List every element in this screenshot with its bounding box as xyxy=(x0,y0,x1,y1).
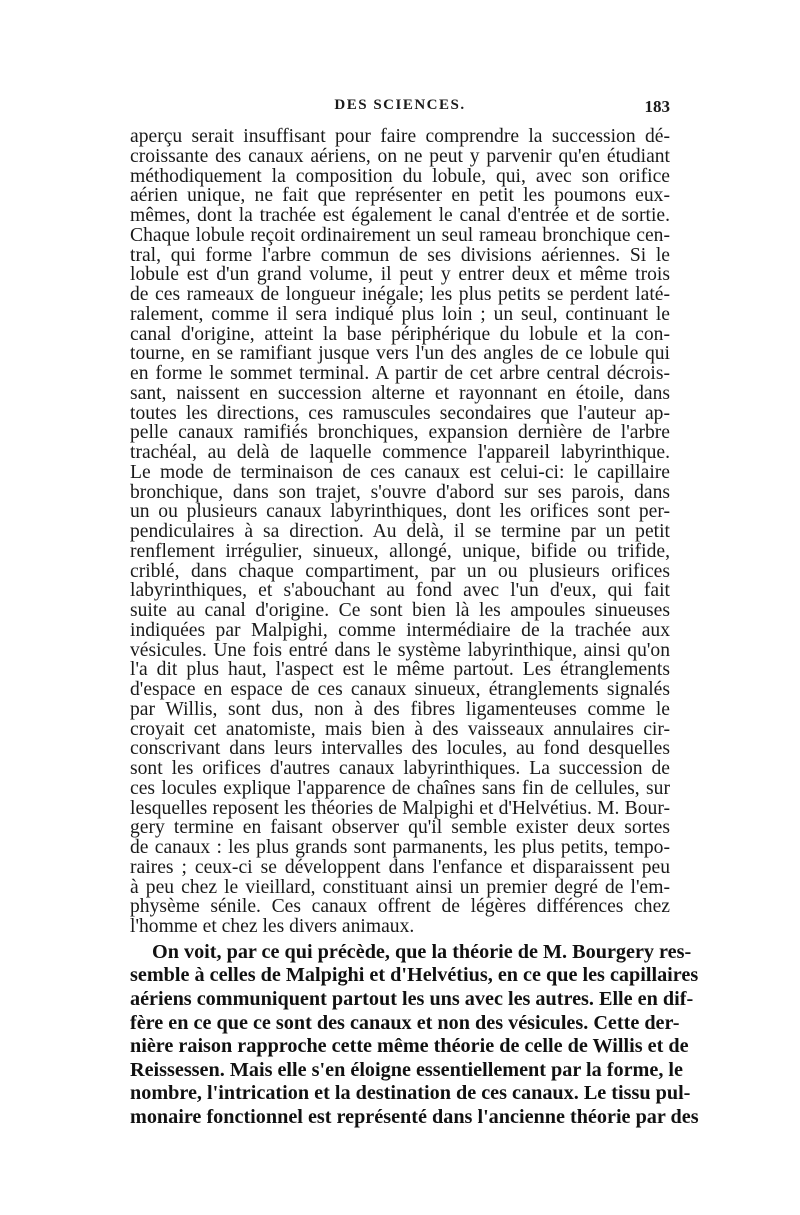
text-line: gery termine en faisant observer qu'il semble exister deux sortes xyxy=(130,817,670,839)
text-line: labyrinthiques, et s'abouchant au fond avec l'un d'eux, qui fait xyxy=(130,580,670,602)
text-line: méthodiquement la composition du lobule, qui, avec son orifice xyxy=(130,165,670,187)
text-line: bronchique, dans son trajet, s'ouvre d'abord sur ses parois, dans xyxy=(130,481,670,503)
text-line: pelle canaux ramifiés bronchiques, expansion dernière de l'arbre xyxy=(130,422,670,444)
text-line: monaire fonctionnel est représenté dans l'ancienne théorie par des xyxy=(130,1105,699,1128)
text-line: tral, qui forme l'arbre commun de ses divisions aériennes. Si le xyxy=(130,244,670,266)
text-line: aériens communiquent partout les uns avec les autres. Elle en dif- xyxy=(130,987,694,1010)
text-line: par Willis, sont dus, non à des fibres ligamenteuses comme le xyxy=(130,698,670,720)
text-line: en forme le sommet terminal. A partir de cet arbre central décrois- xyxy=(130,363,670,384)
text-line: raires ; ceux-ci se développent dans l'enfance et disparaissent peu xyxy=(130,856,670,878)
text-line: de canaux : les plus grands sont parmanents, les plus petits, tempo- xyxy=(130,837,670,858)
text-line: indiquées par Malpighi, comme intermédiaire de la trachée aux xyxy=(130,619,670,641)
text-line: lesquelles reposent les théories de Malpighi et d'Helvétius. M. Bour- xyxy=(130,797,670,819)
paragraph-2 xyxy=(130,940,699,1130)
text-line: Reissessen. Mais elle s'en éloigne essentiellement par la forme, le xyxy=(130,1058,683,1081)
text-line: sant, naissent en succession alterne et rayonnant en étoile, dans xyxy=(130,382,670,404)
text-line: ralement, comme il sera indiqué plus loin ; un seul, continuant le xyxy=(130,303,670,325)
text-line: un ou plusieurs canaux labyrinthiques, dont les orifices sont per- xyxy=(130,501,670,523)
text-line: trachéal, au delà de laquelle commence l'appareil labyrinthique. xyxy=(130,442,670,463)
text-line: nière raison rapproche cette même théorie de celle de Willis et de xyxy=(130,1035,689,1058)
text-line: conscrivant dans leurs intervalles des locules, au fond desquelles xyxy=(130,738,670,760)
text-line: Chaque lobule reçoit ordinairement un seul rameau bronchique cen- xyxy=(130,224,670,246)
text-line: sont les orifices d'autres canaux labyrinthiques. La succession de xyxy=(130,758,670,779)
text-line: aperçu serait insuffisant pour faire comprendre la succession dé- xyxy=(130,126,670,147)
text-line: criblé, dans chaque compartiment, par un ou plusieurs orifices xyxy=(130,560,670,582)
text-line: canal d'origine, atteint la base périphérique du lobule et la con- xyxy=(130,323,670,345)
text-line: nombre, l'intrication et la destination de ces canaux. Le tissu pul- xyxy=(130,1082,691,1105)
text-line: aérien unique, ne fait que représenter en petit les poumons eux- xyxy=(130,185,670,207)
text-line: Le mode de terminaison de ces canaux est celui-ci: le capillaire xyxy=(130,461,670,483)
text-line: tourne, en se ramifiant jusque vers l'un des angles de ce lobule qui xyxy=(130,343,670,365)
text-line: mêmes, dont la trachée est également le canal d'entrée et de sortie. xyxy=(130,205,670,226)
text-line: semble à celles de Malpighi et d'Helvétius, en ce que les capillaires xyxy=(130,964,699,987)
text-line: l'a dit plus haut, l'aspect est le même partout. Les étranglements xyxy=(130,659,670,681)
text-line: physème sénile. Ces canaux offrent de légères différences chez xyxy=(130,896,670,918)
paragraph-1 xyxy=(130,127,670,937)
text-line: croissante des canaux aériens, on ne peut y parvenir qu'en étudiant xyxy=(130,145,670,167)
text-line: l'homme et chez les divers animaux. xyxy=(130,916,415,937)
text-line: croyait cet anatomiste, mais bien à des vaisseaux annulaires cir- xyxy=(130,718,670,740)
text-line: d'espace en espace de ces canaux sinueux, étranglements signalés xyxy=(130,679,670,700)
running-title: DES SCIENCES. xyxy=(334,97,466,113)
text-line: toutes les directions, ces ramuscules secondaires que l'auteur ap- xyxy=(130,402,670,424)
text-line: pendiculaires à sa direction. Au delà, il se termine par un petit xyxy=(130,521,670,542)
text-line: vésicules. Une fois entré dans le système labyrinthique, ainsi qu'on xyxy=(130,639,670,661)
text-line: renflement irrégulier, sinueux, allongé, unique, bifide ou trifide, xyxy=(130,540,670,562)
text-line: de ces rameaux de longueur inégale; les plus petits se perdent laté- xyxy=(130,284,670,305)
text-line: On voit, par ce qui précède, que la théorie de M. Bourgery res- xyxy=(152,940,692,963)
body-text xyxy=(130,126,699,1130)
text-line: à peu chez le vieillard, constituant ainsi un premier degré de l'em- xyxy=(130,876,670,898)
text-line: suite au canal d'origine. Ce sont bien là les ampoules sinueuses xyxy=(130,600,670,621)
text-line: lobule est d'un grand volume, il peut y entrer deux et même trois xyxy=(130,264,670,286)
running-head xyxy=(130,97,670,123)
page-number: 183 xyxy=(644,97,670,116)
text-line: fère en ce que ce sont des canaux et non des vésicules. Cette der- xyxy=(130,1011,680,1034)
text-line: ces locules explique l'apparence de chaînes sans fin de cellules, sur xyxy=(130,777,670,799)
